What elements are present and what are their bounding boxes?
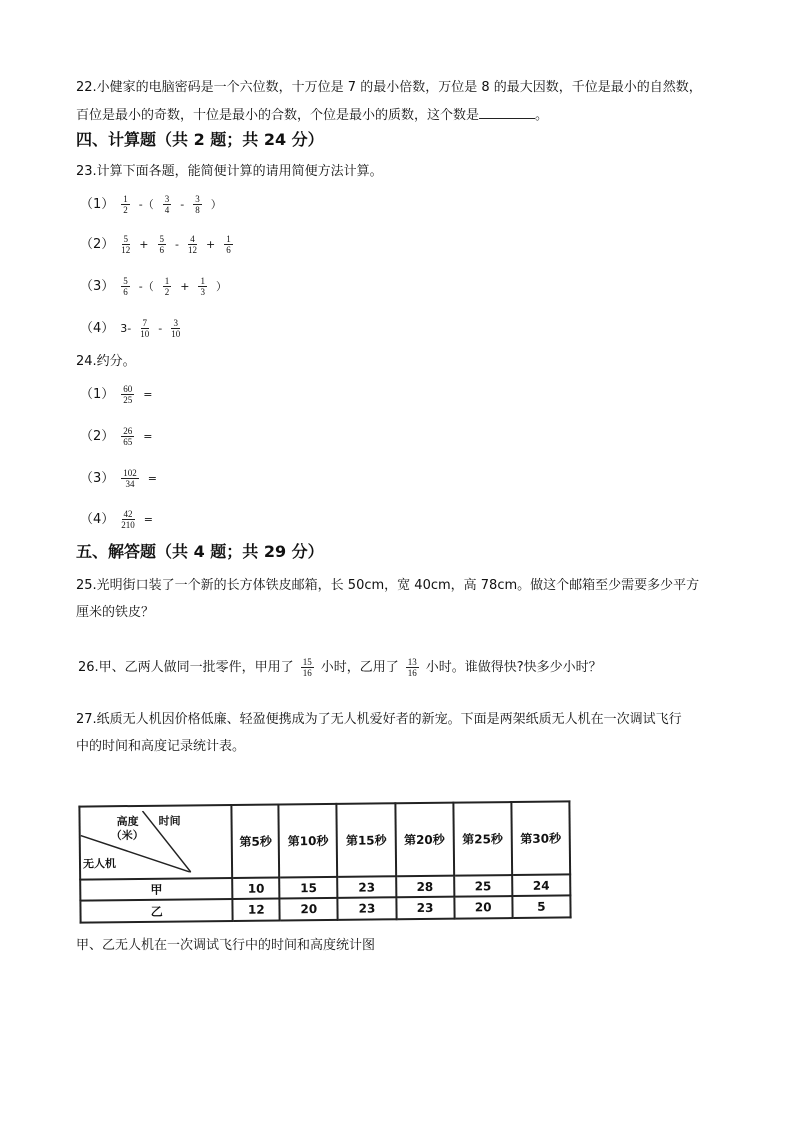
denominator: 25: [123, 395, 133, 405]
header-cell: 第30秒: [511, 801, 570, 874]
numerator: 1: [123, 194, 128, 204]
fraction: [140, 318, 149, 339]
item-label: （3）: [80, 278, 115, 294]
cell: 24: [512, 874, 570, 896]
fraction: [193, 194, 202, 215]
section-4-heading: 四、计算题（共 2 题；共 24 分）: [76, 130, 324, 149]
corner-unit-label: （米）: [110, 829, 144, 843]
denominator: 4: [164, 205, 170, 215]
operator-text: -（: [138, 279, 154, 293]
fraction: [301, 657, 314, 678]
operator-text: -: [180, 197, 185, 211]
fraction: [121, 194, 130, 215]
sub-question: [80, 276, 229, 297]
header-cell: 第5秒: [232, 804, 280, 877]
fraction: [198, 276, 207, 297]
denominator: 6: [226, 245, 231, 255]
operator-text: -: [158, 321, 163, 335]
fraction: [158, 234, 167, 255]
q23-stem: 23.计算下面各题，能简便计算的请用简便方法计算。: [76, 164, 383, 179]
operator-text: +: [180, 279, 190, 293]
cell: 12: [233, 899, 280, 921]
row-label: 乙: [80, 899, 233, 922]
q25-line2: 厘米的铁皮？: [76, 605, 155, 620]
numerator: 3: [164, 194, 170, 204]
section-5-heading: 五、解答题（共 4 题；共 29 分）: [76, 542, 324, 561]
operator-text: =: [143, 429, 153, 443]
numerator: 3: [195, 194, 200, 204]
fraction: [224, 234, 233, 255]
cell: 15: [279, 877, 337, 899]
item-label: （4）: [80, 511, 115, 527]
cell: 5: [512, 896, 570, 918]
fraction: [121, 384, 134, 405]
operator-text: +: [139, 237, 149, 251]
operator-text: +: [205, 237, 216, 251]
item-label: （1）: [80, 386, 115, 402]
fraction: [121, 234, 130, 255]
denominator: 10: [171, 329, 181, 339]
fraction: [121, 426, 134, 447]
cell: 20: [454, 896, 512, 918]
item-label: （2）: [80, 236, 115, 252]
q22-end: 。: [535, 108, 549, 123]
q24-stem: 24.约分。: [76, 354, 136, 369]
denominator: 210: [121, 520, 135, 530]
operator-text: =: [143, 512, 153, 526]
header-cell: 第10秒: [279, 804, 338, 877]
cell: 25: [454, 875, 512, 897]
numerator: 13: [407, 657, 417, 667]
sub-question: [80, 318, 183, 339]
corner-time-label: 时间: [158, 814, 181, 829]
sub-question: [80, 509, 155, 530]
denominator: 12: [121, 245, 131, 255]
fraction: [171, 318, 180, 339]
item-label: （3）: [80, 470, 115, 486]
numerator: 1: [164, 276, 170, 286]
q22-line1: 22.小健家的电脑密码是一个六位数，十万位是 7 的最小倍数，万位是 8 的最大因数，千位是最小的自然数，: [76, 80, 702, 95]
operator-text: ）: [215, 279, 227, 293]
denominator: 3: [200, 287, 205, 297]
sub-question: [80, 384, 155, 405]
answer-blank[interactable]: [479, 106, 535, 119]
numerator: 102: [123, 468, 137, 478]
corner-drone-label: 无人机: [82, 857, 117, 871]
sub-question: [80, 426, 155, 447]
numerator: 15: [302, 657, 312, 667]
cell: 23: [338, 876, 396, 898]
numerator: 1: [226, 234, 231, 244]
header-cell: 第25秒: [453, 802, 512, 875]
operator-text: =: [143, 387, 153, 401]
fraction: [163, 276, 172, 297]
item-label: （4）: [80, 320, 115, 336]
numerator: 26: [123, 426, 133, 436]
numerator: 1: [200, 276, 205, 286]
denominator: 12: [187, 245, 197, 255]
operator-text: -: [175, 237, 179, 251]
cell: 20: [280, 898, 338, 920]
corner-height-label: 高度: [116, 815, 139, 829]
operator-text: 3-: [120, 321, 132, 335]
numerator: 42: [123, 509, 133, 519]
table-header-row: [79, 801, 570, 879]
fraction: [121, 276, 130, 297]
fraction: [121, 509, 135, 530]
header-cell: 第20秒: [395, 803, 454, 876]
denominator: 65: [123, 437, 133, 447]
fraction: [406, 657, 419, 678]
fraction: [121, 468, 139, 489]
chart-caption: 甲、乙无人机在一次调试飞行中的时间和高度统计图: [76, 938, 376, 953]
denominator: 2: [164, 287, 170, 297]
denominator: 16: [407, 668, 417, 678]
denominator: 6: [159, 245, 164, 255]
header-cell: 第15秒: [337, 803, 396, 876]
denominator: 34: [125, 479, 135, 489]
table-row: [80, 896, 570, 923]
denominator: 2: [123, 205, 128, 215]
item-label: （1）: [80, 196, 115, 212]
numerator: 5: [123, 234, 129, 244]
row-label: 甲: [80, 878, 233, 901]
q22-line2: [76, 106, 548, 125]
corner-cell: [79, 805, 232, 879]
numerator: 60: [123, 384, 133, 394]
cell: 28: [396, 875, 454, 897]
numerator: 5: [123, 276, 128, 286]
cell: 10: [233, 877, 280, 899]
q25-line1: 25.光明街口装了一个新的长方体铁皮邮箱，长 50cm，宽 40cm，高 78cm。做这个邮箱至少需要多少平方: [76, 578, 700, 593]
sub-question: [80, 194, 224, 215]
denominator: 8: [195, 205, 200, 215]
operator-text: 小时。谁做得快?快多少小时？: [425, 659, 602, 675]
numerator: 7: [142, 318, 147, 328]
fraction: [163, 194, 172, 215]
fraction: [188, 234, 197, 255]
q26: [76, 657, 604, 678]
operator-text: =: [147, 471, 157, 485]
drone-height-table: [78, 800, 571, 923]
cell: 23: [338, 898, 396, 920]
q27-line1: 27.纸质无人机因价格低廉、轻盈便携成为了无人机爱好者的新宠。下面是两架纸质无人机在一次调试飞行: [76, 712, 682, 727]
operator-text: ）: [210, 197, 222, 211]
numerator: 3: [173, 318, 178, 328]
cell: 23: [396, 897, 454, 919]
denominator: 10: [140, 329, 150, 339]
denominator: 6: [123, 287, 128, 297]
item-label: （2）: [80, 428, 115, 444]
sub-question: [80, 234, 236, 255]
numerator: 4: [190, 234, 195, 244]
numerator: 5: [159, 234, 164, 244]
sub-question: [80, 468, 159, 489]
q27-line2: 中的时间和高度记录统计表。: [76, 739, 246, 754]
q22-text: 百位是最小的奇数，十位是最小的合数，个位是最小的质数，这个数是: [76, 108, 480, 123]
operator-text: 小时，乙用了: [320, 659, 399, 675]
denominator: 16: [302, 668, 312, 678]
operator-text: 26.甲、乙两人做同一批零件，甲用了: [78, 659, 294, 675]
operator-text: -（: [138, 197, 154, 211]
